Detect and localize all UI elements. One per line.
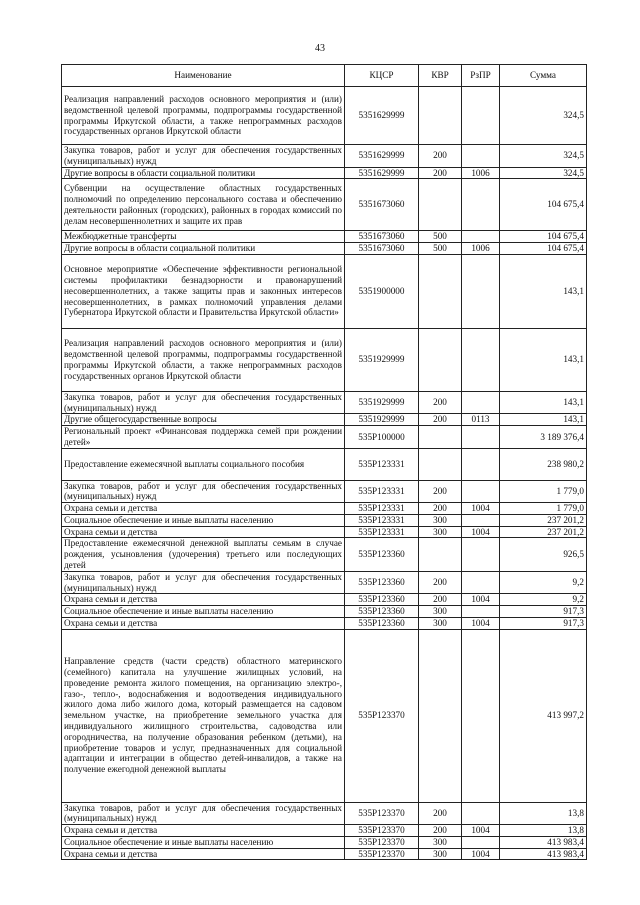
cell-sum: 143,1 [500, 254, 587, 328]
header-sum: Сумма [500, 65, 587, 87]
cell-kvr: 300 [419, 606, 462, 618]
cell-rzpr [462, 231, 500, 243]
cell-kvr [419, 426, 462, 449]
cell-kcsr: 535P100000 [345, 426, 419, 449]
cell-kcsr: 535P123370 [345, 848, 419, 860]
cell-name: Охрана семьи и детства [62, 617, 345, 629]
table-row [62, 526, 587, 538]
table-row [62, 836, 587, 848]
table-row [62, 802, 587, 825]
page-number: 43 [315, 43, 325, 54]
cell-name: Охрана семьи и детства [62, 594, 345, 606]
table-row [62, 848, 587, 860]
cell-kcsr: 535P123331 [345, 526, 419, 538]
cell-kvr: 300 [419, 848, 462, 860]
cell-rzpr [462, 606, 500, 618]
cell-kcsr: 535P123370 [345, 629, 419, 802]
cell-name: Охрана семьи и детства [62, 848, 345, 860]
table-row [62, 167, 587, 179]
cell-kvr: 200 [419, 825, 462, 837]
cell-name: Социальное обеспечение и иные выплаты населению [62, 606, 345, 618]
cell-kcsr: 535P123370 [345, 802, 419, 825]
cell-rzpr [462, 391, 500, 414]
cell-kcsr: 535P123331 [345, 503, 419, 515]
cell-rzpr [462, 145, 500, 168]
cell-rzpr [462, 629, 500, 802]
cell-kcsr: 5351629999 [345, 87, 419, 145]
table-row [62, 538, 587, 571]
cell-sum: 143,1 [500, 391, 587, 414]
cell-kvr: 500 [419, 243, 462, 255]
cell-name: Закупка товаров, работ и услуг для обеспечения государственных (муниципальных) нужд [62, 391, 345, 414]
cell-name: Социальное обеспечение и иные выплаты населению [62, 514, 345, 526]
cell-kvr: 500 [419, 231, 462, 243]
cell-rzpr: 1004 [462, 503, 500, 515]
cell-sum: 104 675,4 [500, 243, 587, 255]
cell-kcsr: 535P123360 [345, 571, 419, 594]
cell-kcsr: 5351629999 [345, 167, 419, 179]
cell-sum: 9,2 [500, 594, 587, 606]
cell-kvr: 300 [419, 514, 462, 526]
cell-kcsr: 5351673060 [345, 179, 419, 231]
cell-kcsr: 5351629999 [345, 145, 419, 168]
cell-sum: 13,8 [500, 825, 587, 837]
table-row [62, 391, 587, 414]
budget-table [61, 64, 587, 860]
table-row [62, 87, 587, 145]
cell-sum: 13,8 [500, 802, 587, 825]
cell-kvr: 200 [419, 571, 462, 594]
cell-kvr: 300 [419, 526, 462, 538]
cell-kcsr: 535P123360 [345, 617, 419, 629]
cell-kcsr: 5351929999 [345, 391, 419, 414]
cell-rzpr [462, 254, 500, 328]
cell-name: Направление средств (части средств) областного материнского (семейного) капитала на улучшение жилищных условий, на проведение ремонта жилого помещения, на организацию электро-, газо-, тепло-, водоснабжения и водоотведения индивидуального жилого дома либо жилого дома, который размещается на садовом земельном участке, на приобретение земельного участка для индивидуального жилищного строительства, садоводства или огородничества, на получение образования ребенком (детьми), на приобретение товаров и услуг, предназначенных для социальной адаптации и интеграции в общество детей-инвалидов, а также на получение ежегодной денежной выплаты [62, 629, 345, 802]
cell-kcsr: 535P123360 [345, 594, 419, 606]
cell-kcsr: 5351900000 [345, 254, 419, 328]
cell-sum: 1 779,0 [500, 480, 587, 503]
header-rzpr: РзПР [462, 65, 500, 87]
cell-sum: 237 201,2 [500, 526, 587, 538]
cell-sum: 143,1 [500, 328, 587, 391]
cell-kvr [419, 179, 462, 231]
cell-rzpr [462, 571, 500, 594]
cell-kcsr: 5351673060 [345, 243, 419, 255]
table-row [62, 231, 587, 243]
table-row [62, 426, 587, 449]
table-row [62, 629, 587, 802]
header-kvr: КВР [419, 65, 462, 87]
cell-kvr: 200 [419, 391, 462, 414]
cell-name: Охрана семьи и детства [62, 503, 345, 515]
cell-kcsr: 535P123370 [345, 836, 419, 848]
cell-sum: 413 997,2 [500, 629, 587, 802]
cell-rzpr [462, 426, 500, 449]
cell-rzpr [462, 802, 500, 825]
cell-rzpr [462, 480, 500, 503]
table-row [62, 179, 587, 231]
cell-rzpr [462, 448, 500, 480]
cell-sum: 237 201,2 [500, 514, 587, 526]
table-row [62, 414, 587, 426]
cell-sum: 1 779,0 [500, 503, 587, 515]
cell-sum: 926,5 [500, 538, 587, 571]
cell-rzpr: 1006 [462, 243, 500, 255]
cell-kvr: 300 [419, 617, 462, 629]
cell-kvr [419, 328, 462, 391]
cell-name: Межбюджетные трансферты [62, 231, 345, 243]
cell-kcsr: 535P123331 [345, 514, 419, 526]
cell-rzpr [462, 538, 500, 571]
table-row [62, 606, 587, 618]
cell-kvr: 300 [419, 836, 462, 848]
cell-kcsr: 535P123331 [345, 448, 419, 480]
cell-kcsr: 5351929999 [345, 328, 419, 391]
cell-kvr: 200 [419, 594, 462, 606]
header-name: Наименование [62, 65, 345, 87]
table-row [62, 243, 587, 255]
cell-rzpr: 1004 [462, 617, 500, 629]
table-row [62, 571, 587, 594]
cell-kvr [419, 538, 462, 571]
cell-sum: 238 980,2 [500, 448, 587, 480]
cell-kvr: 200 [419, 145, 462, 168]
cell-kvr [419, 254, 462, 328]
cell-rzpr: 1004 [462, 594, 500, 606]
table-row [62, 145, 587, 168]
cell-name: Другие вопросы в области социальной политики [62, 243, 345, 255]
cell-sum: 324,5 [500, 87, 587, 145]
cell-rzpr: 1004 [462, 825, 500, 837]
cell-kvr: 200 [419, 802, 462, 825]
table-row [62, 254, 587, 328]
cell-kvr: 200 [419, 480, 462, 503]
cell-kcsr: 535P123370 [345, 825, 419, 837]
table-row [62, 480, 587, 503]
cell-name: Основное мероприятие «Обеспечение эффективности региональной системы профилактики безнадзорности и правонарушений несовершеннолетних, а также защиты прав и законных интересов несовершеннолетних, в рамках полномочий управления делами Губернатора Иркутской области и Правительства Иркутской области» [62, 254, 345, 328]
cell-name: Субвенции на осуществление областных государственных полномочий по определению персонального состава и обеспечению деятельности районных (городских), районных в городах комиссий по делам несовершеннолетних и защите их прав [62, 179, 345, 231]
cell-sum: 9,2 [500, 571, 587, 594]
cell-sum: 917,3 [500, 606, 587, 618]
table-body [62, 87, 587, 860]
cell-name: Социальное обеспечение и иные выплаты населению [62, 836, 345, 848]
cell-rzpr [462, 87, 500, 145]
cell-name: Охрана семьи и детства [62, 825, 345, 837]
cell-rzpr: 1006 [462, 167, 500, 179]
cell-kcsr: 535P123360 [345, 606, 419, 618]
cell-kcsr: 5351929999 [345, 414, 419, 426]
cell-sum: 104 675,4 [500, 179, 587, 231]
cell-sum: 3 189 376,4 [500, 426, 587, 449]
header-kcsr: КЦСР [345, 65, 419, 87]
cell-name: Закупка товаров, работ и услуг для обеспечения государственных (муниципальных) нужд [62, 571, 345, 594]
table-row [62, 825, 587, 837]
cell-rzpr: 0113 [462, 414, 500, 426]
cell-name: Охрана семьи и детства [62, 526, 345, 538]
cell-rzpr [462, 514, 500, 526]
cell-sum: 917,3 [500, 617, 587, 629]
cell-name: Реализация направлений расходов основного мероприятия и (или) ведомственной целевой программы, подпрограммы государственной программы Иркутской области, а также непрограммных расходов государственных органов Иркутской области [62, 87, 345, 145]
cell-kvr: 200 [419, 414, 462, 426]
cell-name: Региональный проект «Финансовая поддержка семей при рождении детей» [62, 426, 345, 449]
table-row [62, 503, 587, 515]
cell-rzpr: 1004 [462, 848, 500, 860]
cell-kcsr: 535P123331 [345, 480, 419, 503]
cell-kvr [419, 629, 462, 802]
table-row [62, 617, 587, 629]
cell-sum: 324,5 [500, 167, 587, 179]
table-row [62, 328, 587, 391]
cell-sum: 104 675,4 [500, 231, 587, 243]
cell-kvr: 200 [419, 503, 462, 515]
cell-kvr: 200 [419, 167, 462, 179]
cell-name: Другие общегосударственные вопросы [62, 414, 345, 426]
cell-rzpr [462, 328, 500, 391]
cell-rzpr [462, 836, 500, 848]
cell-sum: 413 983,4 [500, 848, 587, 860]
cell-name: Предоставление ежемесячной денежной выплаты семьям в случае рождения, усыновления (удочерения) третьего или последующих детей [62, 538, 345, 571]
cell-name: Предоставление ежемесячной выплаты социального пособия [62, 448, 345, 480]
table-row [62, 448, 587, 480]
cell-sum: 143,1 [500, 414, 587, 426]
table-header-row [62, 65, 587, 87]
cell-kcsr: 5351673060 [345, 231, 419, 243]
cell-name: Закупка товаров, работ и услуг для обеспечения государственных (муниципальных) нужд [62, 802, 345, 825]
cell-kcsr: 535P123360 [345, 538, 419, 571]
cell-sum: 413 983,4 [500, 836, 587, 848]
cell-name: Закупка товаров, работ и услуг для обеспечения государственных (муниципальных) нужд [62, 145, 345, 168]
table-row [62, 514, 587, 526]
cell-kvr [419, 87, 462, 145]
cell-sum: 324,5 [500, 145, 587, 168]
cell-kvr [419, 448, 462, 480]
cell-name: Другие вопросы в области социальной политики [62, 167, 345, 179]
cell-name: Закупка товаров, работ и услуг для обеспечения государственных (муниципальных) нужд [62, 480, 345, 503]
table-row [62, 594, 587, 606]
cell-rzpr [462, 179, 500, 231]
cell-rzpr: 1004 [462, 526, 500, 538]
cell-name: Реализация направлений расходов основного мероприятия и (или) ведомственной целевой программы, подпрограммы государственной программы Иркутской области, а также непрограммных расходов государственных органов Иркутской области [62, 328, 345, 391]
